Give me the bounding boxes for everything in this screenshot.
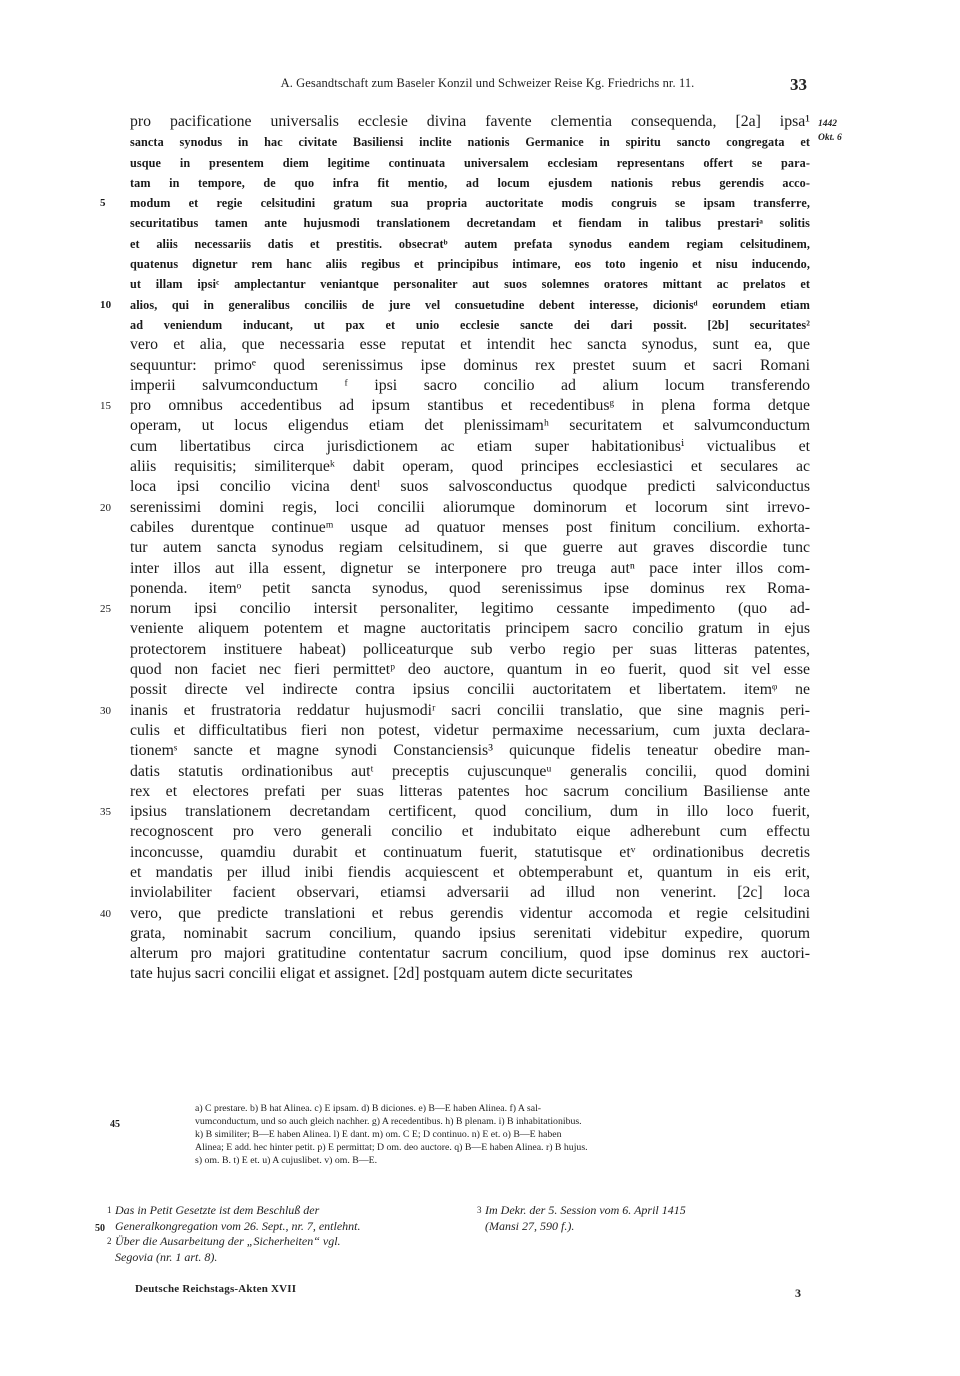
line-text: sancta synodus in hac civitate Basiliensi inclite nationis Germanice in spiritu sancto congregata et: [130, 135, 810, 150]
text-line: [130, 518, 810, 538]
line-text: tur autem sancta synodus regiam celsitudinem, si que guerre aut graves discordie tunc: [130, 539, 810, 557]
margin-year: 1442: [818, 119, 837, 129]
main-text-block: [100, 112, 810, 985]
apparatus-line: Alinea; E add. hec hinter petit. p) E permittat; D om. deo auctore. q) B—E haben Alinea. r) B hujus.: [195, 1142, 588, 1153]
sheet-number: 3: [795, 1286, 801, 1300]
line-text: cum libertatibus circa jurisdictionem ac etiam super habitationibusⁱ victualibus et: [130, 437, 810, 455]
text-line: [100, 396, 810, 416]
line-text: quatenus dignetur rem hanc aliis regibus et principibus intimare, eos toto ingenio et nisu inducendo,: [130, 257, 810, 272]
text-line: [130, 559, 810, 579]
text-line: [130, 538, 810, 558]
text-line: [130, 356, 810, 376]
line-text: norum ipsi concilio intersit personaliter, legitimo cessante impedimento (quo ad-: [130, 600, 810, 618]
line-text: ponenda. itemᵒ petit sancta synodus, quod serenissimus ipse dominus rex Roma-: [130, 579, 810, 597]
line-number: 30: [100, 704, 111, 717]
line-text: inconcusse, quamdiu durabit et continuatum fuerit, statutisque etᵛ ordinationibus decretis: [130, 843, 810, 861]
footnotes-left-column: [107, 1203, 475, 1265]
text-line: [130, 680, 810, 700]
text-line: [130, 762, 810, 782]
line-text: culis et difficultatibus fieri non potest, videtur permaxime necessarium, cum juxta declara-: [130, 721, 810, 739]
text-line: [100, 904, 810, 924]
footnote-line: [477, 1203, 815, 1219]
line-number: 40: [100, 907, 111, 920]
text-line: [130, 315, 810, 335]
text-line: [130, 213, 810, 233]
line-text: recognoscent pro vero generali concilio et indubitato eique adherebunt cum effectu: [130, 823, 810, 841]
line-text: inviolabiliter facient observari, etiamsi adversarii ad illud non venerint. [2c] loca: [130, 884, 810, 902]
text-line: [100, 599, 810, 619]
line-text: rex et electores prefati per suas litteras patentes hoc sacrum concilium Basiliense ante: [130, 782, 810, 800]
text-line: [130, 924, 810, 944]
line-text: ipsius translationem decretandam certificent, quod concilium, dum in illo loco fuerit,: [130, 803, 810, 821]
text-line: [130, 234, 810, 254]
text-line: [100, 295, 810, 315]
text-line: [130, 437, 810, 457]
margin-date: Okt. 6: [818, 133, 842, 143]
line-text: sequuntur: primoᵉ quod serenissimus ipse dominus rex prestet suum et sacri Romani: [130, 356, 810, 374]
page-number: 33: [790, 75, 807, 94]
apparatus-line-number: 45: [110, 1119, 120, 1130]
line-text: cabiles durentque continueᵐ usque ad quatuor menses post finitum concilium. exhorta-: [130, 518, 810, 536]
line-number: 10: [100, 298, 112, 311]
text-line: [130, 153, 810, 173]
line-text: pro omnibus accedentibus ad ipsum stantibus et recedentibusᵍ in plena forma detque: [130, 397, 810, 415]
running-title: A. Gesandtschaft zum Baseler Konzil und Schweizer Reise Kg. Friedrichs nr. 11.: [280, 76, 695, 90]
line-number: 5: [100, 197, 106, 210]
apparatus-line: a) C prestare. b) B hat Alinea. c) E ipsam. d) B diciones. e) B—E haben Alinea. f) A sal-: [195, 1103, 542, 1114]
series-title: Deutsche Reichstags-Akten XVII: [135, 1283, 297, 1295]
line-number: 20: [100, 501, 111, 514]
line-text: tionemˢ sancte et magne synodi Constanciensis³ quicunque fidelis teneatur obedire man-: [130, 742, 810, 760]
line-text: protectorem instituere habeat) polliceaturque sub verbo regio per suas litteras patentes,: [130, 640, 810, 658]
line-text: vero et alia, que necessaria esse reputat et intendit hec sancta synodus, sunt ea, que: [130, 336, 810, 354]
line-text: vero, que predicte translationi et rebus gerendis videntur accomoda et regie celsitudini: [130, 904, 810, 922]
line-text: quod non faciet nec fieri permittetᵖ deo auctore, quantum in eo fuerit, quod sit vel esse: [130, 661, 810, 679]
line-text: loca ipsi concilio vicina dentˡ suos salvosconductus quodque predicti salviconductus: [130, 478, 810, 496]
footnote-text: Generalkongregation vom 26. Sept., nr. 7, entlehnt.: [115, 1218, 361, 1233]
text-line: [100, 701, 810, 721]
line-text: et mandatis per illud inibi fiendis acquiescent et obtemperabunt et, quantum in eis erit,: [130, 863, 810, 881]
text-line: [130, 173, 810, 193]
text-line: [100, 802, 810, 822]
text-line: [130, 579, 810, 599]
line-text: usque in presentem diem legitime continuata universalem ecclesiam representans offert se para-: [130, 155, 810, 170]
line-text: ut illam ipsiᶜ amplectantur veniantque personaliter aut suos solemnes oratores mittant ac prelatos et: [130, 277, 810, 292]
text-line: [130, 964, 810, 984]
line-text: aliis requisitis; similiterqueᵏ dabit operam, quod principes ecclesiastici et seculares ac: [130, 458, 810, 476]
line-number: 25: [100, 603, 111, 616]
line-text: datis statutis ordinationibus autᵗ preceptis cujuscunqueᵘ generalis concilii, quod domini: [130, 762, 810, 780]
footnote-text: Über die Ausarbeitung der „Sicherheiten“ vgl.: [115, 1234, 341, 1248]
line-text: tam in tempore, de quo infra fit mentio, ad locum ejusdem nationis rebus gerendis acco-: [130, 175, 810, 190]
text-line: [130, 721, 810, 741]
apparatus-line: s) om. B. t) E et. u) A cujuslibet. v) om. B—E.: [195, 1155, 378, 1166]
text-line: [130, 416, 810, 436]
text-line: [130, 335, 810, 355]
text-line: [130, 457, 810, 477]
footnote-text: Im Dekr. der 5. Session vom 6. April 1415: [485, 1203, 686, 1217]
line-number: 15: [100, 400, 111, 413]
text-line: [130, 660, 810, 680]
line-text: veniente aliquem potentem et magne auctoritatis principem sacro concilio gratum in ejus: [130, 620, 810, 638]
footnote-text: Segovia (nr. 1 art. 8).: [115, 1249, 218, 1264]
text-line: [130, 274, 810, 294]
text-line: [100, 498, 810, 518]
text-line: [130, 254, 810, 274]
text-line: [130, 863, 810, 883]
line-text: inter illos aut illa essent, dignetur se interponere pro treuga autⁿ pace inter illos com-: [130, 559, 810, 577]
text-line: [130, 822, 810, 842]
line-text: imperii salvumconductum ᶠ ipsi sacro concilio ad alium locum transferendo: [130, 376, 810, 394]
footnote-line: [107, 1203, 475, 1219]
line-text: modum et regie celsitudini gratum sua propria auctoritate modis congruis se ipsam transferre,: [130, 196, 810, 211]
text-line: [130, 741, 810, 761]
footnote-number: 3: [477, 1205, 482, 1215]
text-line: [130, 944, 810, 964]
text-line: [130, 883, 810, 903]
line-text: serenissimi domini regis, loci concilii aliorumque dominorum et locorum sint irrevo-: [130, 498, 810, 516]
footnote-number: 2: [107, 1236, 112, 1246]
apparatus-line: vumconductum, und so auch gleich nachher. g) A recedentibus. h) B plenam. i) B inhabitationibus.: [195, 1116, 582, 1127]
line-text: possit directe vel indirecte contra ipsius concilii auctoritatem et libertatem. itemᵠ ne: [130, 681, 810, 699]
critical-apparatus: [195, 1102, 810, 1167]
line-number: 35: [100, 806, 111, 819]
text-line: [130, 132, 810, 152]
text-line: [130, 376, 810, 396]
line-text: securitatibus tamen ante hujusmodi translationem decretandam et fiendam in talibus prestariᵃ solitis: [130, 216, 810, 231]
line-text: et aliis necessariis datis et prestitis. obsecratᵇ autem prefata synodus eandem regiam celsitudinem,: [130, 236, 810, 251]
footnote-line: [107, 1234, 475, 1250]
text-line: [130, 843, 810, 863]
line-text: alterum pro majori gratitudine contentatur sacrum concilium, quod ipse dominus rex auctori-: [130, 945, 810, 963]
text-line: [130, 619, 810, 639]
footnotes-right-column: [477, 1203, 815, 1234]
footnote-text: Das in Petit Gesetzte ist dem Beschluß der: [115, 1203, 320, 1217]
apparatus-line: k) B similiter; B—E haben Alinea. l) E dant. m) om. C E; D continuo. n) E et. o) B—E haben: [195, 1129, 562, 1140]
line-text: operam, ut locus eligendus etiam det plenissimamʰ securitatem et salvumconductum: [130, 417, 810, 435]
footnote-line: [115, 1250, 475, 1266]
text-line: [130, 477, 810, 497]
text-line: [130, 782, 810, 802]
text-line: [100, 193, 810, 213]
line-text: ad veniendum inducant, ut pax et unio ecclesie sancte dei dari possit. [2b] securitates²: [130, 317, 810, 332]
line-text: pro pacificatione universalis ecclesie divina favente clementia consequenda, [2a] ipsa¹: [130, 113, 810, 130]
footnote-line: [485, 1219, 815, 1235]
line-text: grata, nominabit sacrum concilium, quando ipsius serenitati videbitur expedire, quorum: [130, 924, 810, 942]
line-text: alios, qui in generalibus conciliis de jure vel consuetudine debent interesse, dicionisᵈ eorundem etiam: [130, 297, 810, 312]
footnote-number: 1: [107, 1205, 112, 1215]
line-text: inanis et frustratoria reddatur hujusmodiʳ sacri concilii translatio, que sine magnis peri-: [130, 701, 810, 719]
footnote-text: (Mansi 27, 590 f.).: [485, 1218, 575, 1233]
footnote-line: [115, 1219, 475, 1235]
text-line: [130, 640, 810, 660]
footnote-line-number: 50: [95, 1223, 105, 1234]
text-line: [130, 112, 810, 132]
line-text: tate hujus sacri concilii eligat et assignet. [2d] postquam autem dicte securitates: [130, 965, 633, 983]
